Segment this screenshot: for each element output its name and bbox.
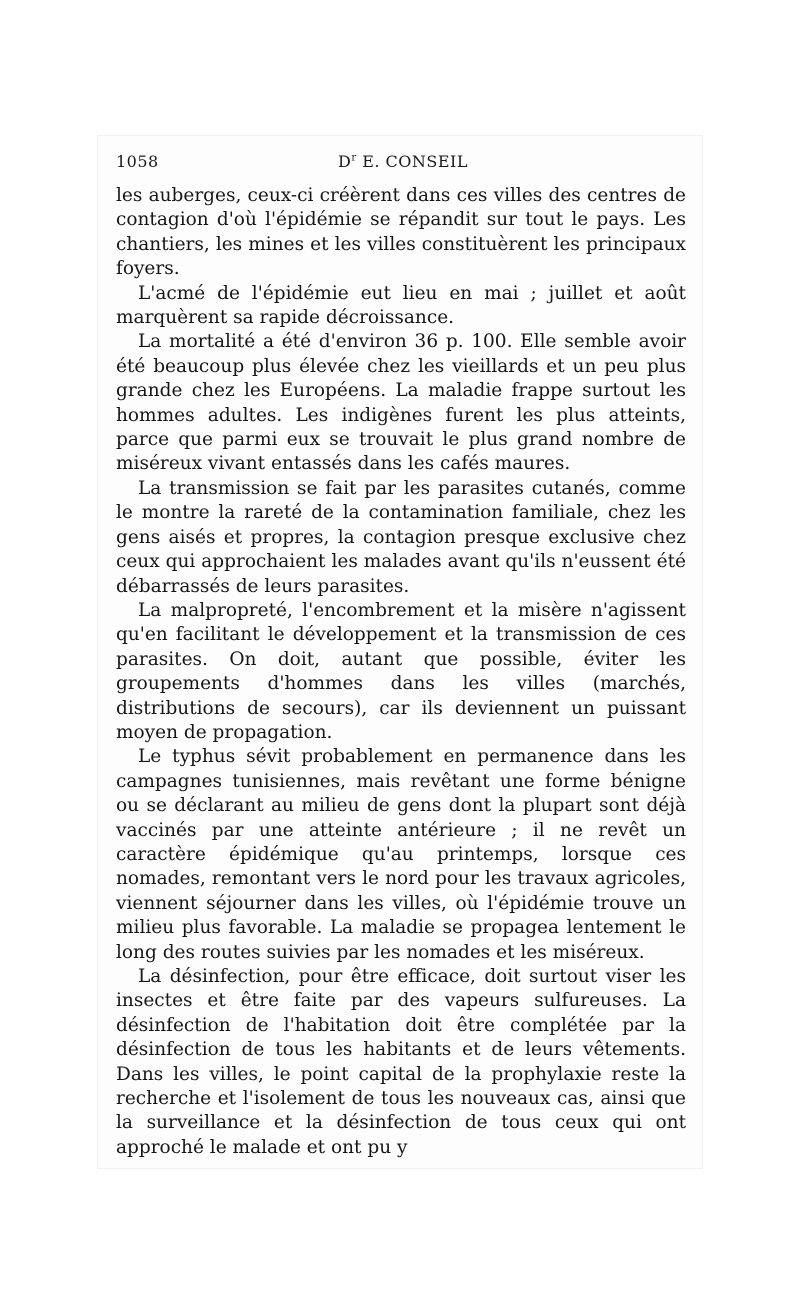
- running-title-rest: E. CONSEIL: [356, 152, 468, 171]
- body-text: [116, 184, 686, 1160]
- running-title-sup: r: [351, 152, 357, 164]
- running-title: [338, 152, 468, 171]
- paragraph: Le typhus sévit probablement en permanence dans les campagnes tunisiennes, mais revêtant une forme bénigne ou se déclarant au milieu de gens dont la plupart sont déjà vaccinés par une atteinte antérieure ; il ne revêt un caractère épidémique qu'au printemps, lorsque ces nomades, remontant vers le nord pour les travaux agricoles, viennent séjourner dans les villes, où l'épidémie trouve un milieu plus favorable. La maladie se propagea lentement le long des routes suivies par les nomades et les miséreux.: [116, 746, 686, 963]
- paragraph: L'acmé de l'épidémie eut lieu en mai ; juillet et août marquèrent sa rapide décroissance.: [116, 282, 686, 329]
- paragraph: La malpropreté, l'encombrement et la misère n'agissent qu'en facilitant le développement et la transmission de ces parasites. On doit, autant que possible, éviter les groupements d'hommes dans les villes (marchés, distributions de secours), car ils deviennent un puissant moyen de propagation.: [116, 599, 686, 743]
- running-title-prefix: D: [338, 152, 352, 171]
- paragraph: les auberges, ceux-ci créèrent dans ces villes des centres de contagion d'où l'épidémie se répandit sur tout le pays. Les chantiers, les mines et les villes constituèrent les principaux foyers.: [116, 185, 686, 280]
- page-header: [116, 148, 688, 174]
- paragraph: La transmission se fait par les parasites cutanés, comme le montre la rareté de la contamination familiale, chez les gens aisés et propres, la contagion presque exclusive chez ceux qui approchaient les malades avant qu'ils n'eussent été débarrassés de leurs parasites.: [116, 477, 686, 597]
- paragraph: La désinfection, pour être efficace, doit surtout viser les insectes et être faite par des vapeurs sulfureuses. La désinfection de l'habitation doit être complétée par la désinfection de tous les habitants et de leurs vêtements. Dans les villes, le point capital de la prophylaxie reste la recherche et l'isolement de tous les nouveaux cas, ainsi que la surveillance et la désinfection de tous ceux qui ont approché le malade et ont pu y: [116, 966, 686, 1158]
- paragraph: La mortalité a été d'environ 36 p. 100. Elle semble avoir été beaucoup plus élevée chez les vieillards et un peu plus grande chez les Européens. La maladie frappe surtout les hommes adultes. Les indigènes furent les plus atteints, parce que parmi eux se trouvait le plus grand nombre de miséreux vivant entassés dans les cafés maures.: [116, 331, 686, 475]
- page-number: 1058: [116, 152, 159, 171]
